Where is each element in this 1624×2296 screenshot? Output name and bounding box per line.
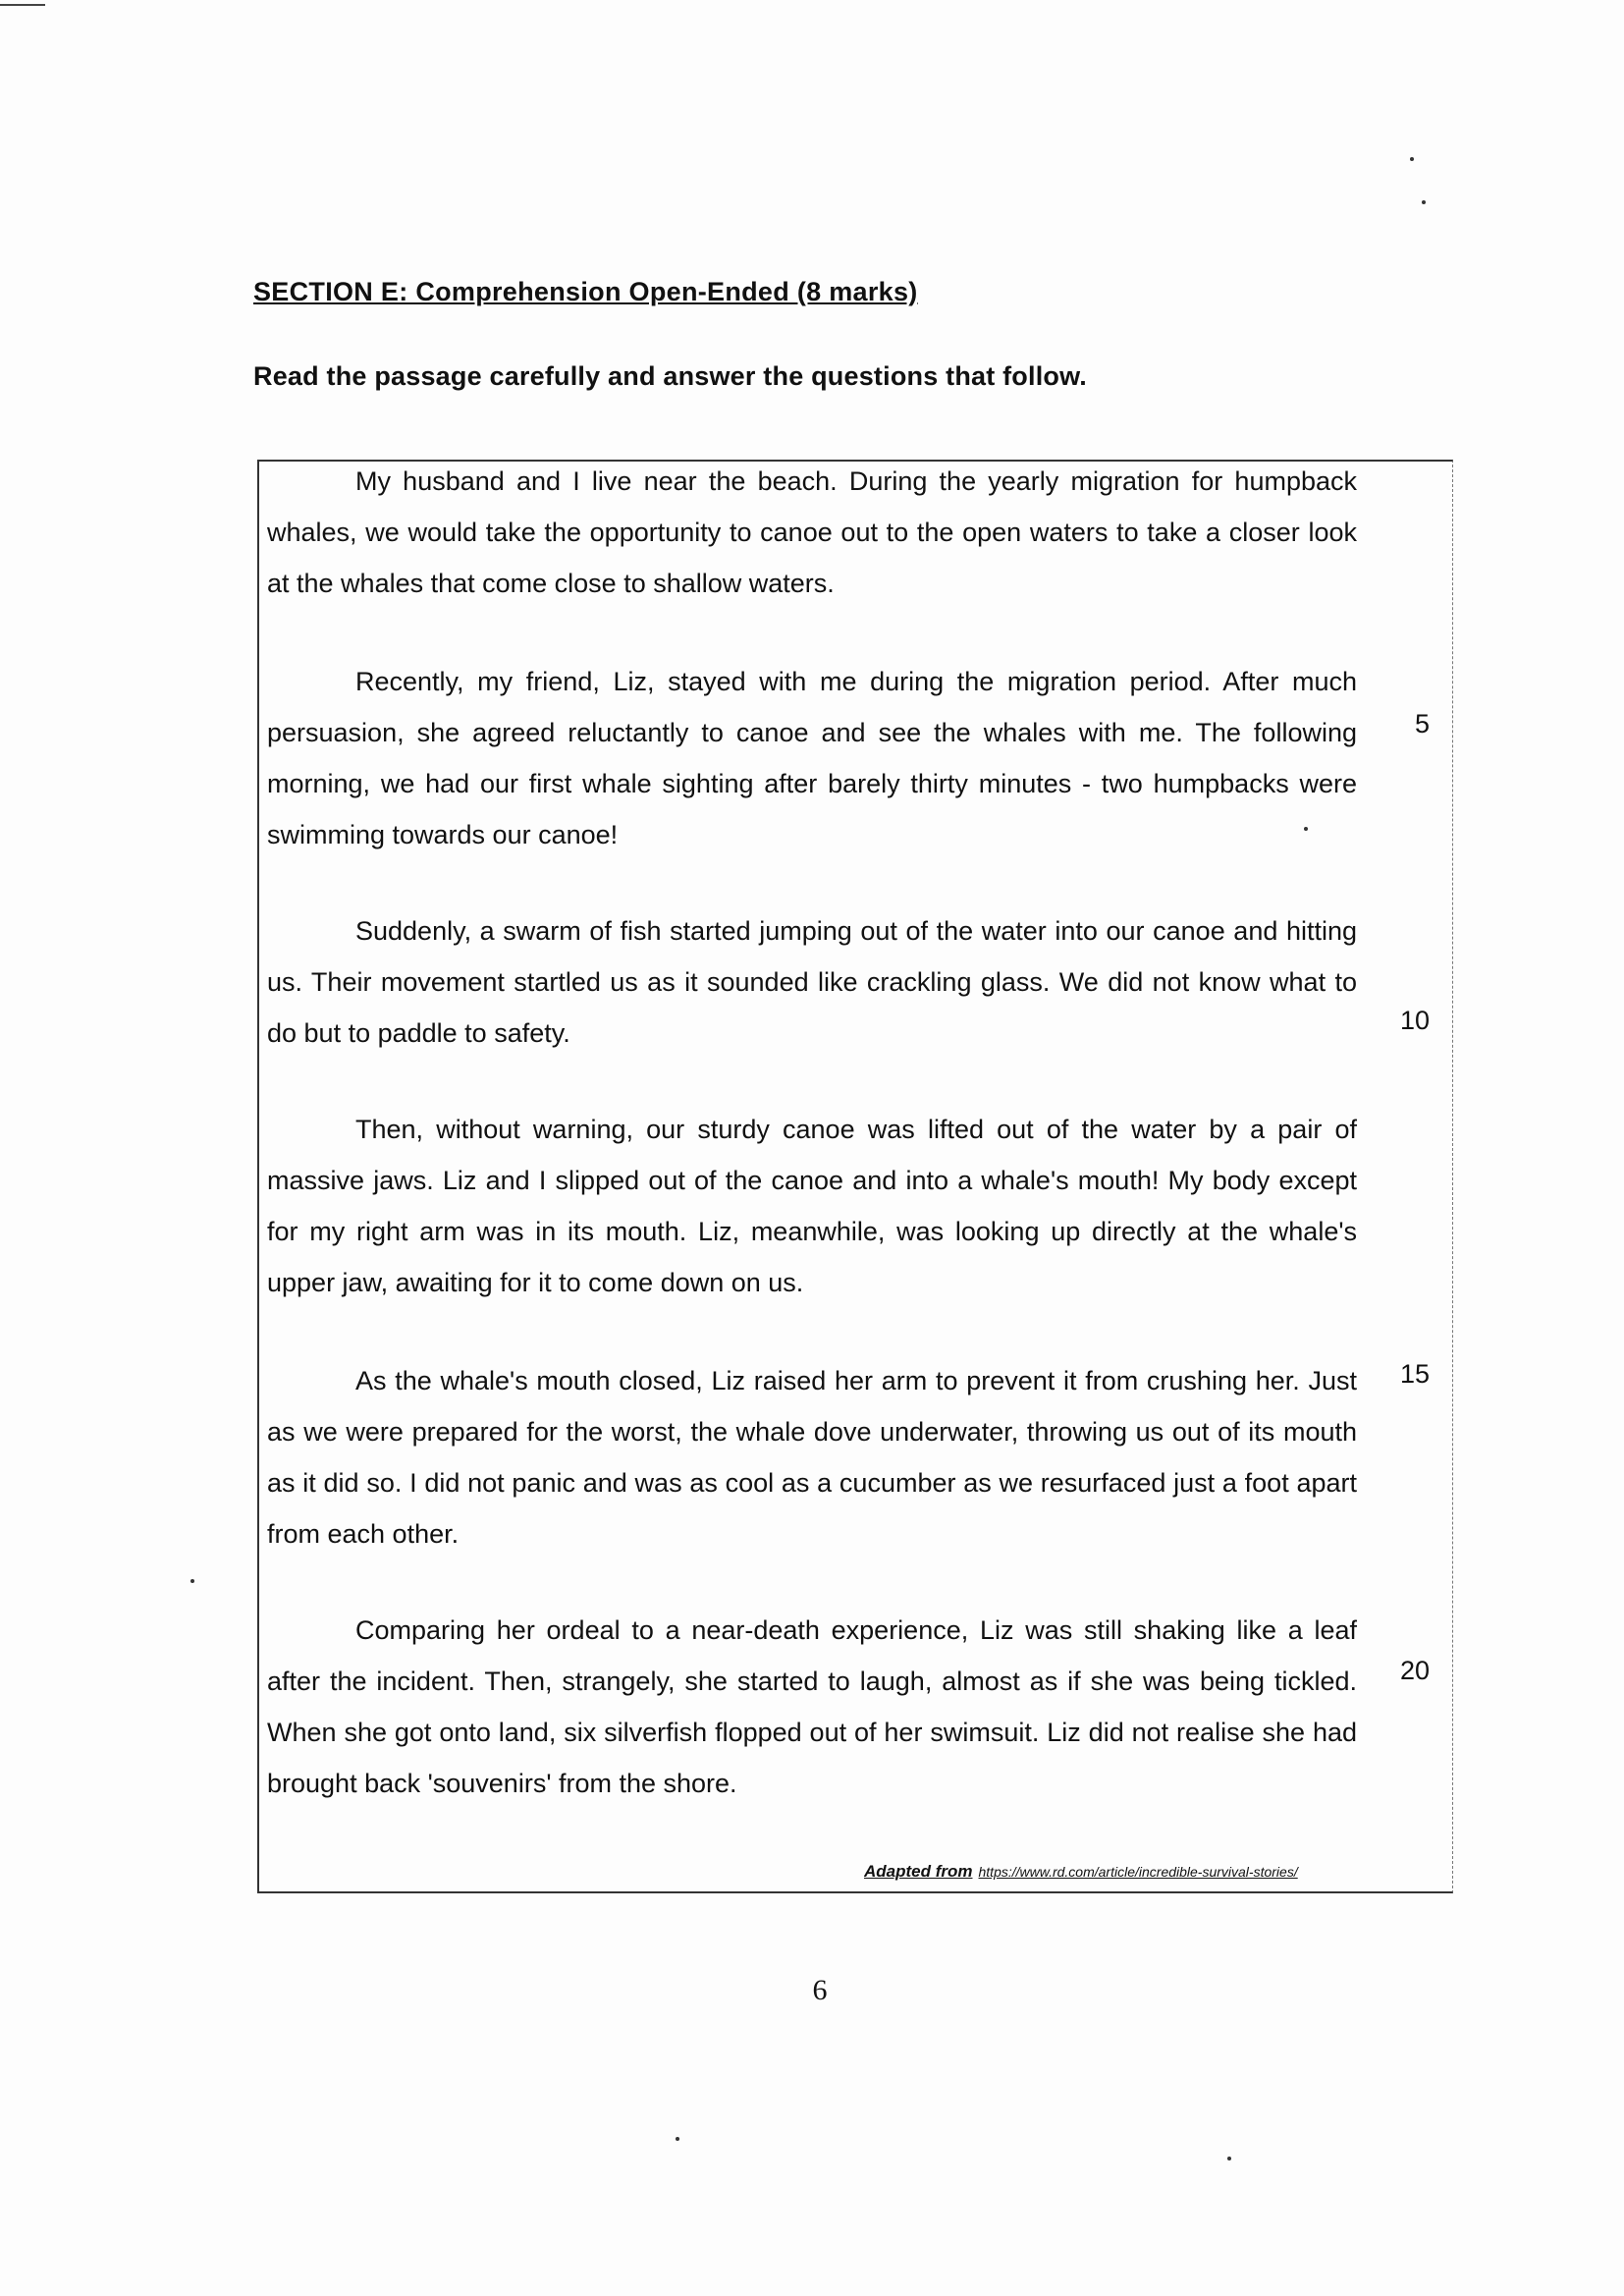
scan-speck (1410, 157, 1414, 161)
passage-paragraph-6: Comparing her ordeal to a near-death experience, Liz was still shaking like a leaf after the incident. Then, strangely, she started to laugh, almost as if she was being tickled. When she got onto land, six silverfish flopped out of her swimsuit. Liz did not realise she had brought back 'souvenirs' from the shore. (267, 1615, 1357, 1798)
instruction-text: Read the passage carefully and answer the questions that follow. (253, 361, 1087, 391)
source-label: Adapted from (864, 1862, 973, 1881)
passage-paragraph-3: Suddenly, a swarm of fish started jumping out of the water into our canoe and hitting us. Their movement startled us as it sounded like crackling glass. We did not know what to do but to paddle to safety. (267, 916, 1357, 1048)
source-url: https://www.rd.com/article/incredible-survival-stories/ (978, 1864, 1298, 1880)
corner-mark (0, 4, 45, 6)
scan-speck (1422, 200, 1426, 204)
scan-speck (190, 1579, 194, 1583)
section-title: SECTION E: Comprehension Open-Ended (8 marks) (253, 277, 918, 306)
passage-paragraph-5: As the whale's mouth closed, Liz raised her arm to prevent it from crushing her. Just as we were prepared for the worst, the whale dove underwater, throwing us out of its mouth as it did so. I did not panic and was as cool as a cucumber as we resurfaced just a foot apart from each other. (267, 1366, 1357, 1549)
line-number-20: 20 (1399, 1656, 1430, 1685)
line-number-5: 5 (1414, 709, 1430, 738)
line-number-10: 10 (1399, 1006, 1430, 1035)
scan-speck (1304, 827, 1308, 831)
line-number-15: 15 (1399, 1359, 1430, 1389)
source-citation (864, 1862, 1424, 1882)
passage-paragraph-4: Then, without warning, our sturdy canoe was lifted out of the water by a pair of massive jaws. Liz and I slipped out of the canoe and into a whale's mouth! My body except for my right arm was in its mouth. Liz, meanwhile, was looking up directly at the whale's upper jaw, awaiting for it to come down on us. (267, 1115, 1357, 1297)
passage-paragraph-2: Recently, my friend, Liz, stayed with me during the migration period. After much persuasion, she agreed reluctantly to canoe and see the whales with me. The following morning, we had our first whale sighting after barely thirty minutes - two humpbacks were swimming towards our canoe! (267, 667, 1357, 849)
page-number: 6 (812, 1974, 828, 2006)
scan-speck (676, 2137, 679, 2141)
passage-paragraph-1: My husband and I live near the beach. During the yearly migration for humpback whales, we would take the opportunity to canoe out to the open waters to take a closer look at the whales that come close to shallow waters. (267, 466, 1357, 598)
scan-speck (1227, 2157, 1231, 2160)
